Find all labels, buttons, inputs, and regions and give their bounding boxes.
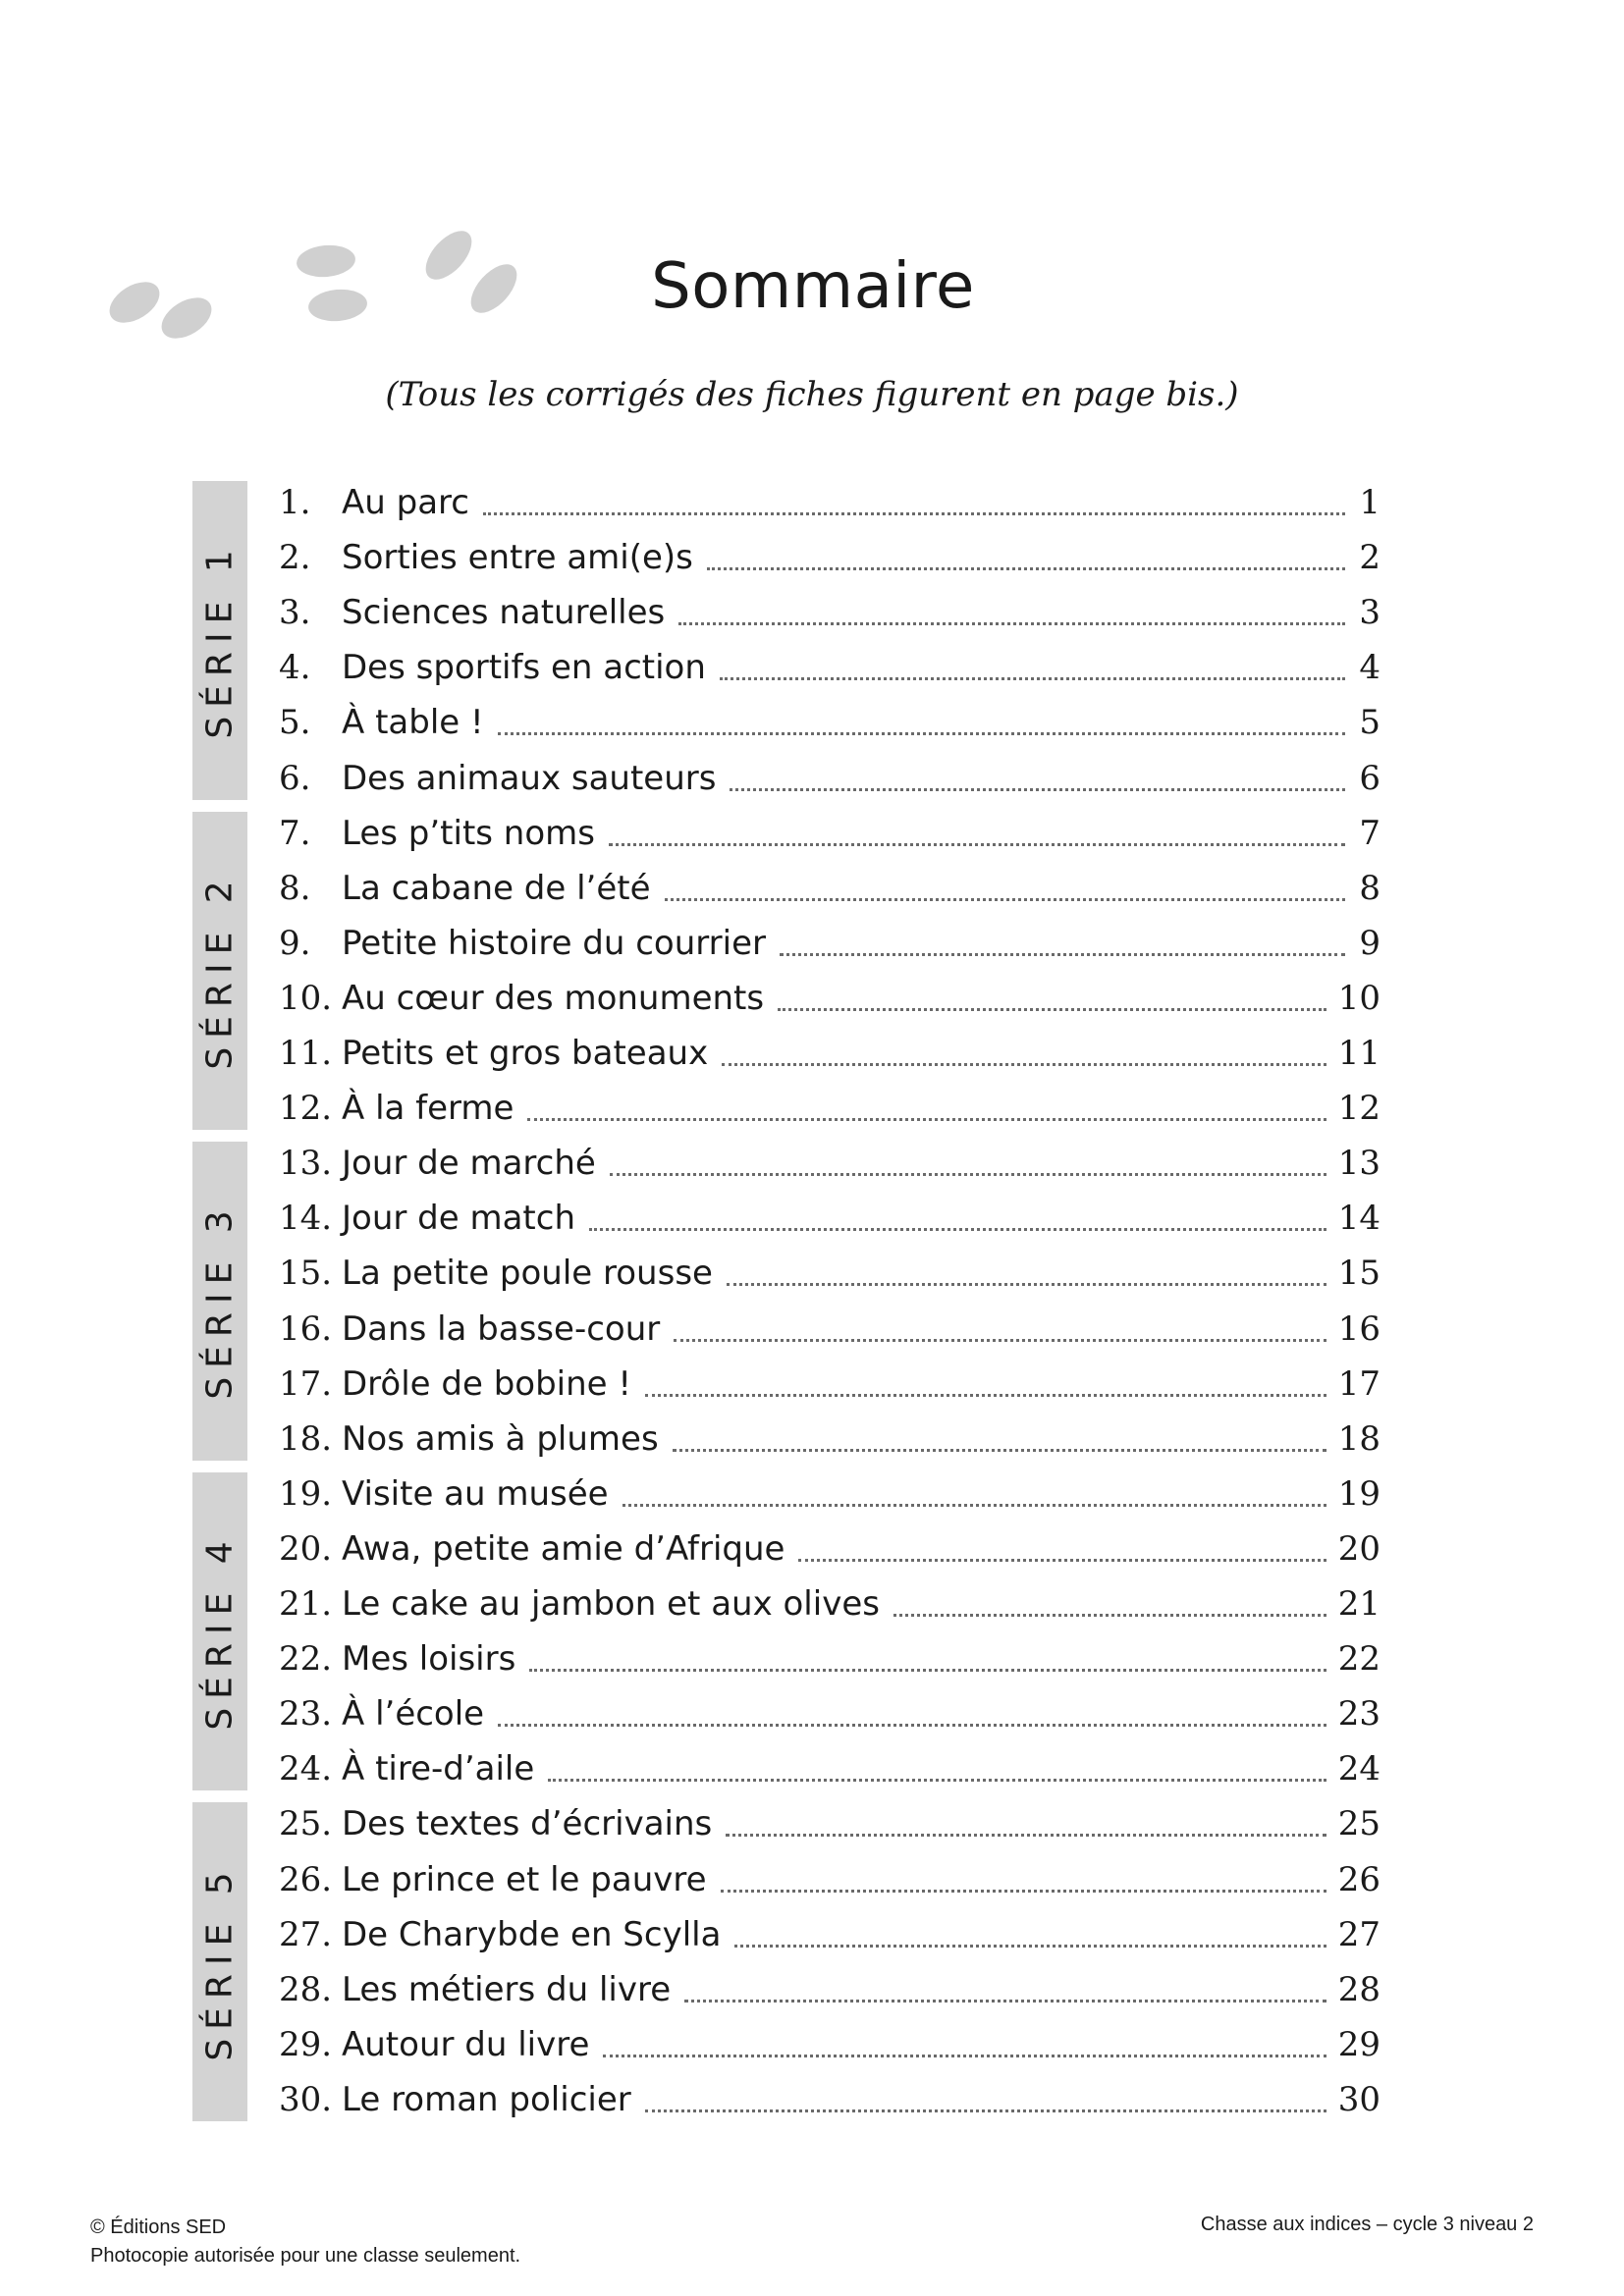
toc-entry xyxy=(279,2011,1380,2066)
dot-leader xyxy=(722,1063,1326,1066)
entry-page: 23 xyxy=(1337,1694,1380,1735)
dot-leader xyxy=(610,1173,1326,1176)
entry-page: 9 xyxy=(1359,923,1380,963)
dot-leader xyxy=(527,1118,1326,1121)
entry-number: 11. xyxy=(279,1034,333,1073)
book-title: Chasse aux indices – cycle 3 niveau 2 xyxy=(1200,2214,1534,2235)
entry-title: Le roman policier xyxy=(342,2079,631,2119)
page-title xyxy=(0,250,1624,323)
series-label: SÉRIE 5 xyxy=(199,1863,241,2061)
page-title-text: Sommaire xyxy=(651,250,975,323)
entry-number: 28. xyxy=(279,1969,333,2009)
dot-leader xyxy=(483,512,1345,515)
entry-title: Le prince et le pauvre xyxy=(342,1859,707,1899)
toc-entry xyxy=(279,1406,1380,1461)
entry-page: 5 xyxy=(1359,703,1380,743)
toc-entry xyxy=(279,1461,1380,1516)
toc-entry xyxy=(279,1130,1380,1185)
entry-title: Le cake au jambon et aux olives xyxy=(342,1584,880,1624)
entry-number: 18. xyxy=(279,1418,333,1459)
series-label: SÉRIE 1 xyxy=(199,541,241,739)
toc-entry xyxy=(279,1846,1380,1901)
toc-entry xyxy=(279,469,1380,524)
entry-number: 13. xyxy=(279,1144,333,1184)
entry-page: 28 xyxy=(1337,1969,1380,2009)
toc-entry xyxy=(279,1790,1380,1845)
footer-left xyxy=(90,2214,520,2270)
dot-leader xyxy=(684,2000,1326,2002)
entry-page: 2 xyxy=(1359,538,1380,578)
toc-entry xyxy=(279,1020,1380,1075)
entry-title: Les p’tits noms xyxy=(342,813,595,853)
dot-leader xyxy=(603,2055,1326,2057)
dot-leader xyxy=(498,1724,1326,1727)
entry-number: 26. xyxy=(279,1859,333,1899)
entry-number: 2. xyxy=(279,538,311,578)
toc-entry xyxy=(279,1571,1380,1626)
entry-number: 25. xyxy=(279,1804,333,1844)
toc-entry xyxy=(279,634,1380,689)
entry-title: À table ! xyxy=(342,703,484,743)
dot-leader xyxy=(780,953,1345,956)
entry-page: 14 xyxy=(1337,1199,1380,1239)
dot-leader xyxy=(589,1228,1326,1231)
entry-title: À l’école xyxy=(342,1694,485,1735)
toc-entry xyxy=(279,800,1380,855)
entry-page: 19 xyxy=(1337,1473,1380,1514)
entry-number: 12. xyxy=(279,1089,333,1129)
toc-entry xyxy=(279,2066,1380,2121)
series-label: SÉRIE 3 xyxy=(199,1201,241,1401)
dot-leader xyxy=(707,567,1345,570)
entry-number: 14. xyxy=(279,1199,333,1239)
entry-title: Autour du livre xyxy=(342,2024,590,2064)
entry-page: 29 xyxy=(1337,2024,1380,2064)
entry-page: 17 xyxy=(1337,1363,1380,1404)
entry-page: 16 xyxy=(1337,1308,1380,1349)
entry-number: 8. xyxy=(279,868,311,908)
dot-leader xyxy=(893,1614,1326,1617)
toc-entry xyxy=(279,855,1380,910)
dot-leader xyxy=(730,788,1345,791)
page-subtitle: (Tous les corrigés des fiches figurent en page bis.) xyxy=(385,375,1239,414)
entry-number: 29. xyxy=(279,2024,333,2064)
entry-title: À tire-d’aile xyxy=(342,1749,535,1789)
entry-number: 27. xyxy=(279,1914,333,1954)
entry-page: 4 xyxy=(1359,648,1380,688)
dot-leader xyxy=(734,1945,1326,1948)
entry-title: De Charybde en Scylla xyxy=(342,1914,722,1954)
entry-title: Visite au musée xyxy=(342,1473,609,1514)
dot-leader xyxy=(798,1559,1326,1562)
toc-entry xyxy=(279,1735,1380,1790)
entry-page: 13 xyxy=(1337,1144,1380,1184)
entry-page: 21 xyxy=(1337,1584,1380,1624)
entry-number: 5. xyxy=(279,703,311,743)
entry-title: Au parc xyxy=(342,483,469,522)
entry-number: 10. xyxy=(279,978,333,1018)
entry-page: 27 xyxy=(1337,1914,1380,1954)
dot-leader xyxy=(645,1394,1326,1397)
dot-leader xyxy=(727,1283,1326,1286)
dot-leader xyxy=(674,1339,1326,1342)
entry-page: 24 xyxy=(1337,1749,1380,1789)
entry-number: 3. xyxy=(279,593,311,633)
entry-page: 10 xyxy=(1337,978,1380,1018)
dot-leader xyxy=(726,1834,1326,1837)
toc-entry xyxy=(279,524,1380,579)
toc-entry xyxy=(279,1516,1380,1571)
entry-title: Dans la basse-cour xyxy=(342,1308,661,1349)
entry-page: 7 xyxy=(1359,813,1380,853)
toc-entry xyxy=(279,1351,1380,1406)
toc-entry xyxy=(279,689,1380,744)
entry-title: Sciences naturelles xyxy=(342,593,666,633)
toc-entry xyxy=(279,1240,1380,1295)
entry-title: Awa, petite amie d’Afrique xyxy=(342,1528,785,1569)
toc-entry xyxy=(279,1956,1380,2011)
entry-page: 18 xyxy=(1337,1418,1380,1459)
entry-number: 24. xyxy=(279,1749,333,1789)
entry-number: 16. xyxy=(279,1308,333,1349)
entry-number: 19. xyxy=(279,1473,333,1514)
series-band xyxy=(192,1142,247,1461)
entry-title: Petite histoire du courrier xyxy=(342,923,766,963)
dot-leader xyxy=(721,1890,1326,1893)
series-band xyxy=(192,481,247,800)
entry-number: 9. xyxy=(279,923,311,963)
toc-entry xyxy=(279,910,1380,965)
entry-page: 1 xyxy=(1359,483,1380,522)
copyright-text: © Éditions SED xyxy=(90,2216,227,2238)
entry-title: Drôle de bobine ! xyxy=(342,1363,632,1404)
entry-title: Petits et gros bateaux xyxy=(342,1034,709,1073)
entry-number: 23. xyxy=(279,1694,333,1735)
entry-number: 30. xyxy=(279,2079,333,2119)
entry-page: 8 xyxy=(1359,868,1380,908)
entry-page: 6 xyxy=(1359,758,1380,798)
entry-page: 3 xyxy=(1359,593,1380,633)
toc-entry xyxy=(279,965,1380,1020)
entry-page: 22 xyxy=(1337,1639,1380,1680)
dot-leader xyxy=(529,1669,1326,1672)
entry-title: Des animaux sauteurs xyxy=(342,758,717,798)
entry-title: Au cœur des monuments xyxy=(342,978,765,1018)
toc-entry xyxy=(279,1075,1380,1130)
entry-title: Mes loisirs xyxy=(342,1639,516,1680)
entry-title: Nos amis à plumes xyxy=(342,1418,659,1459)
entry-number: 1. xyxy=(279,483,311,522)
dot-leader xyxy=(645,2109,1326,2112)
entry-page: 11 xyxy=(1337,1034,1380,1073)
series-band xyxy=(192,1472,247,1791)
series-label: SÉRIE 4 xyxy=(199,1532,241,1731)
photocopy-notice: Photocopie autorisée pour une classe seulement. xyxy=(90,2245,521,2267)
entry-title: À la ferme xyxy=(342,1089,514,1129)
entry-number: 22. xyxy=(279,1639,333,1680)
toc-entry xyxy=(279,1185,1380,1240)
dot-leader xyxy=(665,898,1345,901)
dot-leader xyxy=(498,732,1345,735)
dot-leader xyxy=(548,1779,1326,1782)
entry-number: 20. xyxy=(279,1528,333,1569)
entry-page: 12 xyxy=(1337,1089,1380,1129)
toc-entry xyxy=(279,1626,1380,1681)
entry-number: 4. xyxy=(279,648,311,688)
dot-leader xyxy=(673,1449,1326,1452)
dot-leader xyxy=(678,622,1345,625)
entry-number: 6. xyxy=(279,758,311,798)
series-band xyxy=(192,1802,247,2121)
toc-entry xyxy=(279,1296,1380,1351)
entry-page: 25 xyxy=(1337,1804,1380,1844)
entry-title: Jour de marché xyxy=(342,1144,596,1184)
toc-entry xyxy=(279,1901,1380,1956)
entry-title: Des textes d’écrivains xyxy=(342,1804,713,1844)
entry-page: 15 xyxy=(1337,1254,1380,1294)
entry-number: 7. xyxy=(279,813,311,853)
entry-title: Sorties entre ami(e)s xyxy=(342,538,693,578)
toc-entry xyxy=(279,579,1380,634)
entry-title: Les métiers du livre xyxy=(342,1969,672,2009)
entry-page: 26 xyxy=(1337,1859,1380,1899)
entry-title: Jour de match xyxy=(342,1199,575,1239)
entry-page: 20 xyxy=(1337,1528,1380,1569)
entry-title: La petite poule rousse xyxy=(342,1254,713,1294)
series-band xyxy=(192,812,247,1131)
entry-number: 21. xyxy=(279,1584,333,1624)
entry-number: 17. xyxy=(279,1363,333,1404)
entry-title: La cabane de l’été xyxy=(342,868,651,908)
dot-leader xyxy=(609,843,1345,846)
dot-leader xyxy=(623,1504,1326,1507)
series-label: SÉRIE 2 xyxy=(199,872,241,1070)
toc-entry xyxy=(279,1681,1380,1735)
dot-leader xyxy=(778,1008,1326,1011)
entry-page: 30 xyxy=(1337,2079,1380,2119)
toc-entry xyxy=(279,745,1380,800)
entry-title: Des sportifs en action xyxy=(342,648,706,688)
entry-number: 15. xyxy=(279,1254,333,1294)
dot-leader xyxy=(720,677,1345,680)
